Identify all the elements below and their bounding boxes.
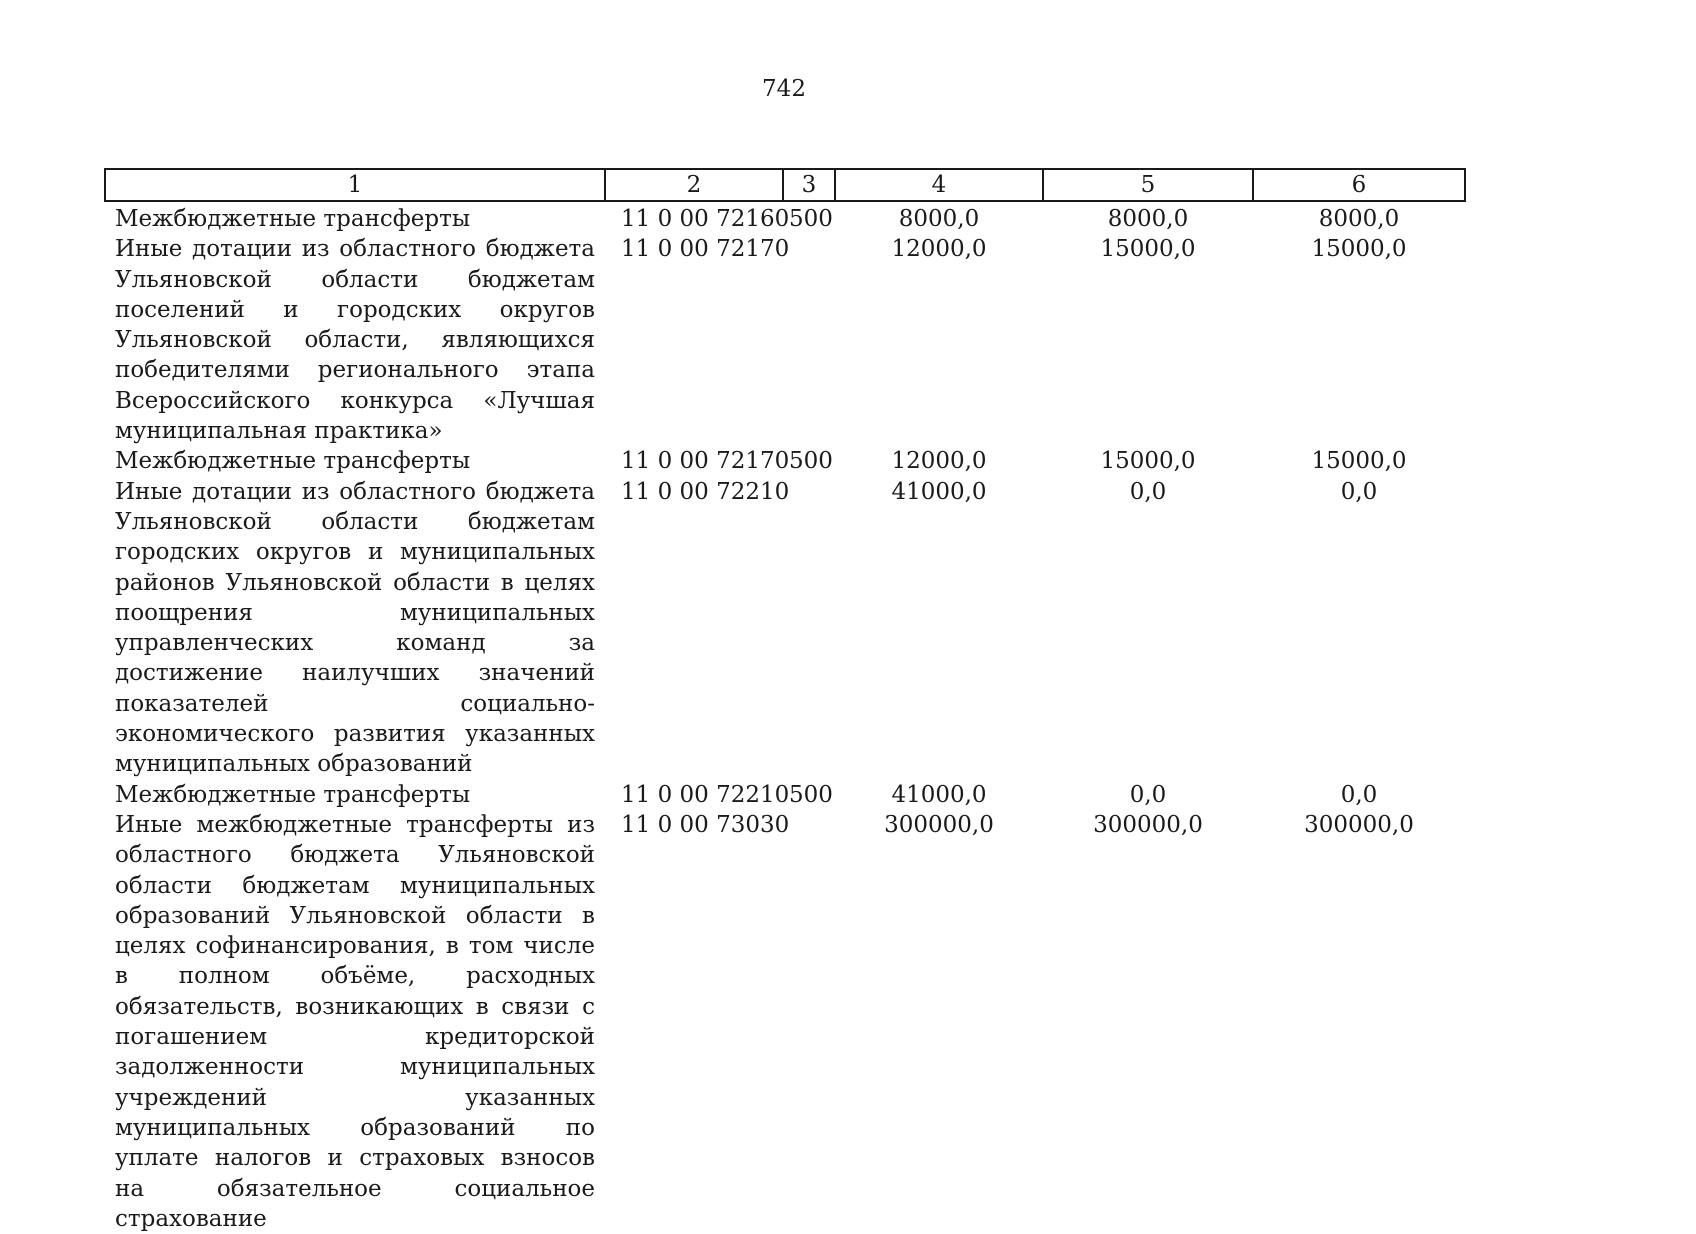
- row-value-col4: 41000,0: [891, 781, 987, 808]
- table-row: [105, 810, 1465, 1234]
- row-value-col6: 15000,0: [1311, 236, 1407, 263]
- row-target-code: 11 0 00 72170: [621, 448, 790, 475]
- row-value-col6: 15000,0: [1311, 448, 1407, 475]
- row-value-col4: 300000,0: [884, 811, 994, 838]
- page-number: 742: [762, 76, 806, 102]
- column-header-4: 4: [835, 169, 1043, 201]
- row-value-col4: 12000,0: [891, 448, 987, 475]
- row-value-col5: 300000,0: [1093, 811, 1203, 838]
- row-value-col5: 15000,0: [1100, 448, 1196, 475]
- row-target-code: 11 0 00 72170: [621, 236, 790, 263]
- row-target-code: 11 0 00 73030: [621, 811, 790, 838]
- row-value-col5: 0,0: [1129, 781, 1167, 808]
- row-name: Иные дотации из областного бюджета Ульяновской области бюджетам поселений и городских округов Ульяновской области, являющихся победителями регионального этапа Всероссийского конкурса «Лучшая муниципальная практика»: [115, 236, 595, 445]
- budget-table: [104, 168, 1466, 1234]
- row-value-col4: 12000,0: [891, 236, 987, 263]
- row-expense-type: 500: [789, 781, 833, 808]
- row-value-col4: 8000,0: [898, 206, 980, 232]
- row-value-col5: 0,0: [1129, 478, 1167, 505]
- column-header-3: 3: [783, 169, 835, 201]
- table-row: [105, 201, 1465, 234]
- row-value-col6: 0,0: [1340, 781, 1378, 808]
- table-row: [105, 477, 1465, 780]
- row-name: Межбюджетные трансферты: [115, 448, 471, 475]
- row-value-col6: 0,0: [1340, 478, 1378, 505]
- row-name: Межбюджетные трансферты: [115, 781, 471, 808]
- column-header-2: 2: [605, 169, 783, 201]
- row-target-code: 11 0 00 72210: [621, 478, 790, 505]
- row-value-col5: 15000,0: [1100, 236, 1196, 263]
- table-row: [105, 446, 1465, 476]
- row-expense-type: 500: [789, 206, 833, 232]
- column-header-5: 5: [1043, 169, 1253, 201]
- column-header-6: 6: [1253, 169, 1465, 201]
- row-name: Иные межбюджетные трансферты из областного бюджета Ульяновской области бюджетам муниципальных образований Ульяновской области в целях софинансирования, в том числе в полном объёме, расходных обязательств, возникающих в связи с погашением кредиторской задолженности муниципальных учреждений указанных муниципальных образований по уплате налогов и страховых взносов на обязательное социальное страхование: [115, 811, 595, 1232]
- row-value-col4: 41000,0: [891, 478, 987, 505]
- table-row: [105, 234, 1465, 446]
- row-expense-type: 500: [789, 448, 833, 475]
- table-row: [105, 780, 1465, 810]
- row-target-code: 11 0 00 72210: [621, 781, 790, 808]
- row-value-col6: 300000,0: [1304, 811, 1414, 838]
- row-target-code: 11 0 00 72160: [621, 206, 790, 232]
- row-expense-type: [783, 234, 835, 446]
- row-name: Иные дотации из областного бюджета Ульяновской области бюджетам городских округов и муниципальных районов Ульяновской области в целях поощрения муниципальных управленческих команд за достижение наилучших значений показателей социально-экономического развития указанных муниципальных образований: [115, 478, 595, 778]
- row-expense-type: [783, 477, 835, 780]
- column-header-1: 1: [105, 169, 605, 201]
- row-value-col5: 8000,0: [1107, 206, 1189, 232]
- row-name: Межбюджетные трансферты: [115, 206, 471, 232]
- table-header: [105, 169, 1465, 201]
- row-value-col6: 8000,0: [1318, 206, 1400, 232]
- row-expense-type: [783, 810, 835, 1234]
